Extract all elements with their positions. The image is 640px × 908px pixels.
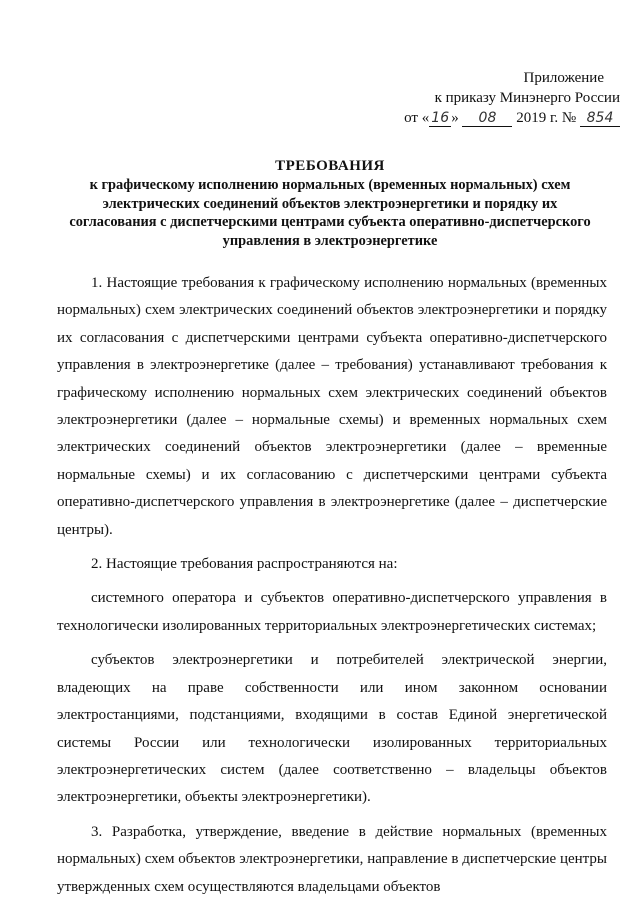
document-subtitle-line: к графическому исполнению нормальных (временных нормальных) схем (89, 177, 571, 193)
order-number-handwritten: 854 (586, 110, 614, 126)
document-body (57, 270, 607, 908)
document-title: ТРЕБОВАНИЯ (275, 158, 385, 174)
document-subtitle-line: управления в электроэнергетике (222, 232, 438, 249)
paragraph-2: 2. Настоящие требования распространяются на: (91, 556, 398, 573)
order-number-field (580, 110, 620, 127)
paragraph-1: 1. Настоящие требования к графическому исполнению нормальных (временных нормальных) схем электрических соединений объектов электроэнергетики и порядку их согласования с диспетчерскими центрами субъекта оперативно-диспетчерского управления в электроэнергетике (далее – требования) устанавливают требования к графическому исполнению нормальных схем электрических соединений объектов электроэнергетики (далее – нормальные схемы) и временных нормальных схем электрических соединений объектов электроэнергетики (далее – временные нормальные схемы) и их согласованию с диспетчерскими центрами субъекта оперативно-диспетчерского управления в электроэнергетике (далее – диспетчерские центры). (57, 275, 607, 538)
paragraph-2-item-1: системного оператора и субъектов оперативно-диспетчерского управления в технологически изолированных территориальных электроэнергетических системах; (57, 590, 607, 634)
appendix-date-line (380, 108, 620, 128)
document-subtitle-line: согласования с диспетчерскими центрами субъекта оперативно-диспетчерского (69, 214, 591, 230)
date-separator: » (451, 110, 459, 126)
appendix-order-ref: к приказу Минэнерго России (434, 90, 620, 106)
date-month-field (462, 110, 512, 127)
document-subtitle-line: электрических соединений объектов электроэнергетики и порядку их (102, 195, 558, 212)
document-heading (40, 156, 620, 250)
date-prefix: от « (404, 110, 430, 126)
paragraph-2-item-2: субъектов электроэнергетики и потребителей электрической энергии, владеющих на праве собственности или ином законном основании электростанциями, подстанциями, входящими в состав Единой энергетической системы России или технологически изолированных территориальных электроэнергетических систем (далее соответственно – владельцы объектов электроэнергетики, объекты электроэнергетики). (57, 652, 607, 806)
date-day-field (429, 110, 451, 127)
appendix-block (380, 68, 620, 128)
date-month-handwritten: 08 (478, 110, 497, 126)
date-year-text: 2019 г. № (516, 110, 577, 126)
paragraph-3: 3. Разработка, утверждение, введение в действие нормальных (временных нормальных) схем объектов электроэнергетики, направление в диспетчерские центры утвержденных схем осуществляются владельцами объектов (57, 823, 607, 895)
appendix-title: Приложение (523, 70, 604, 86)
date-day-handwritten: 16 (431, 110, 450, 126)
